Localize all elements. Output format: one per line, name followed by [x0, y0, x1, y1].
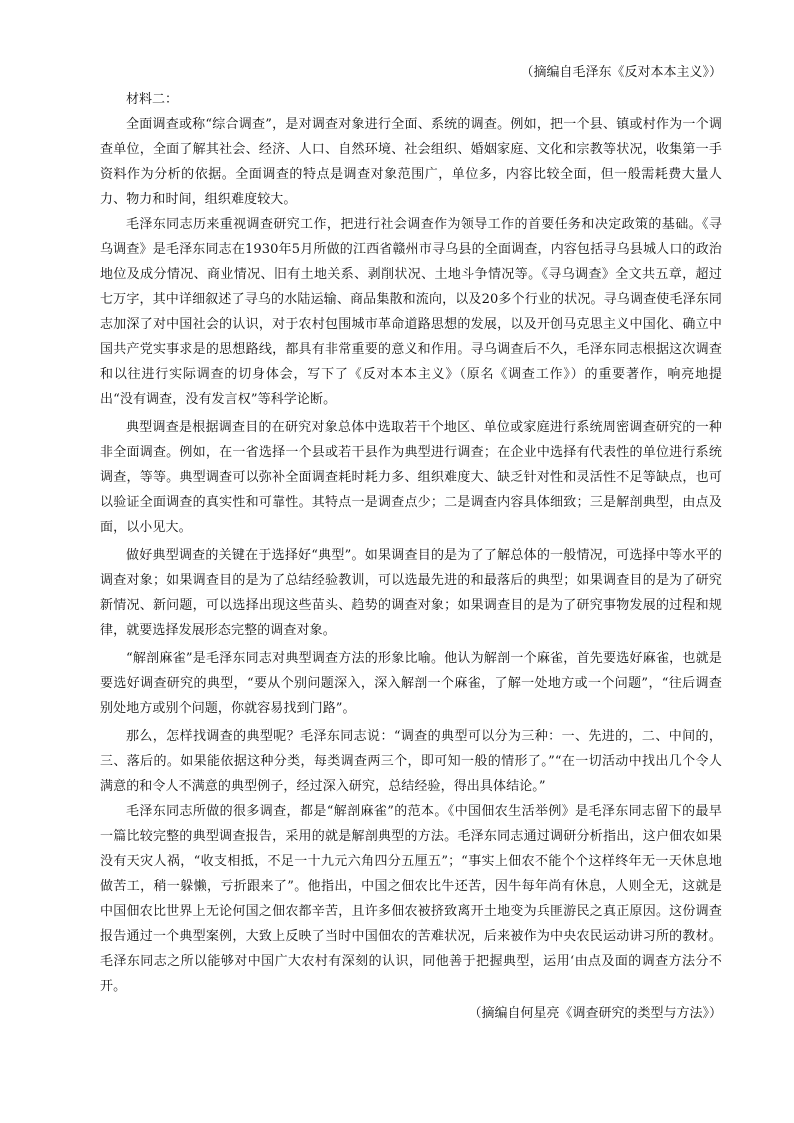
- paragraph-7: 毛泽东同志所做的很多调查，都是“解剖麻雀”的范本。《中国佃农生活举例》是毛泽东同志留下的最早一篇比较完整的典型调查报告，采用的就是解剖典型的方法。毛泽东同志通过调研分析指出，这户佃农如果没有天灾人祸，“收支相抵，不足一十九元六角四分五厘五”；“事实上佃农不能个个这样终年无一天休息地做苦工，稍一躲懒，亏折跟来了”。他指出，中国之佃农比牛还苦，因牛每年尚有休息，人则全无，这就是中国佃农比世界上无论何国之佃农都辛苦，且许多佃农被挤致离开土地变为兵匪游民之真正原因。这份调查报告通过一个典型案例，大致上反映了当时中国佃农的苦难状况，后来被作为中央农民运动讲习所的教材。毛泽东同志之所以能够对中国广大农村有深刻的认识，同他善于把握典型，运用‘由点及面的调查方法分不开。: [100, 804, 722, 994]
- paragraph-5: “解剖麻雀”是毛泽东同志对典型调查方法的形象比喻。他认为解剖一个麻雀，首先要选好麻雀，也就是要选好调查研究的典型，“要从个别问题深入，深入解剖一个麻雀，了解一处地方或一个问题”，“往后调查别处地方或别个问题，你就容易找到门路”。: [100, 651, 722, 716]
- paragraph-4: 做好典型调查的关键在于选择好“典型”。如果调查目的是为了了解总体的一般情况，可选择中等水平的调查对象；如果调查目的是为了总结经验教训，可以选最先进的和最落后的典型；如果调查目的是为了研究新情况、新问题，可以选择出现这些苗头、趋势的调查对象；如果调查目的是为了研究事物发展的过程和规律，就要选择发展形态完整的调查对象。: [100, 548, 722, 638]
- paragraph-6: 那么，怎样找调查的典型呢？毛泽东同志说：“调查的典型可以分为三种：一、先进的，二、中间的，三、落后的。如果能依据这种分类，每类调查两三个，即可知一般的情形了。”“在一切活动中找出几个令人满意的和令人不满意的典型例子，经过深入研究，总结经验，得出具体结论。”: [100, 729, 722, 794]
- paragraph-2: 毛泽东同志历来重视调查研究工作，把进行社会调查作为领导工作的首要任务和决定政策的基础。《寻乌调查》是毛泽东同志在1930年5月所做的江西省赣州市寻乌县的全面调查，内容包括寻乌县城人口的政治地位及成分情况、商业情况、旧有土地关系、剥削状况、土地斗争情况等。《寻乌调查》全文共五章，超过七万字，其中详细叙述了寻乌的水陆运输、商品集散和流向，以及20多个行业的状况。寻乌调查使毛泽东同志加深了对中国社会的认识，对于农村包围城市革命道路思想的发展，以及开创马克思主义中国化、确立中国共产党实事求是的思想路线，都具有非常重要的意义和作用。寻乌调查后不久，毛泽东同志根据这次调查和以往进行实际调查的切身体会，写下了《反对本本主义》（原名《调查工作》）的重要著作，响亮地提出“没有调查，没有发言权”等科学论断。: [100, 217, 722, 407]
- source-citation-top: （摘编自毛泽东《反对本本主义》）: [520, 65, 722, 80]
- document-page: [100, 60, 722, 1026]
- paragraph-1: 全面调查或称“综合调查”，是对调查对象进行全面、系统的调查。例如，把一个县、镇或村作为一个调查单位，全面了解其社会、经济、人口、自然环境、社会组织、婚姻家庭、文化和宗教等状况，收集第一手资料作为分析的依据。全面调查的特点是调查对象范围广，单位多，内容比较全面，但一般需耗费大量人力、物力和时间，组织难度较大。: [100, 117, 722, 207]
- source-citation-bottom: （摘编自何星亮《调查研究的类型与方法》）: [468, 1006, 722, 1021]
- material-heading: 材料二：: [126, 92, 179, 107]
- paragraph-3: 典型调查是根据调查目的在研究对象总体中选取若干个地区、单位或家庭进行系统周密调查研究的一种非全面调查。例如，在一省选择一个县或若干县作为典型进行调查；在企业中选择有代表性的单位进行系统调查，等等。典型调查可以弥补全面调查耗时耗力多、组织难度大、缺乏针对性和灵活性不足等缺点，也可以验证全面调查的真实性和可靠性。其特点一是调查点少；二是调查内容具体细致；三是解剖典型，由点及面，以小见大。: [100, 420, 722, 535]
